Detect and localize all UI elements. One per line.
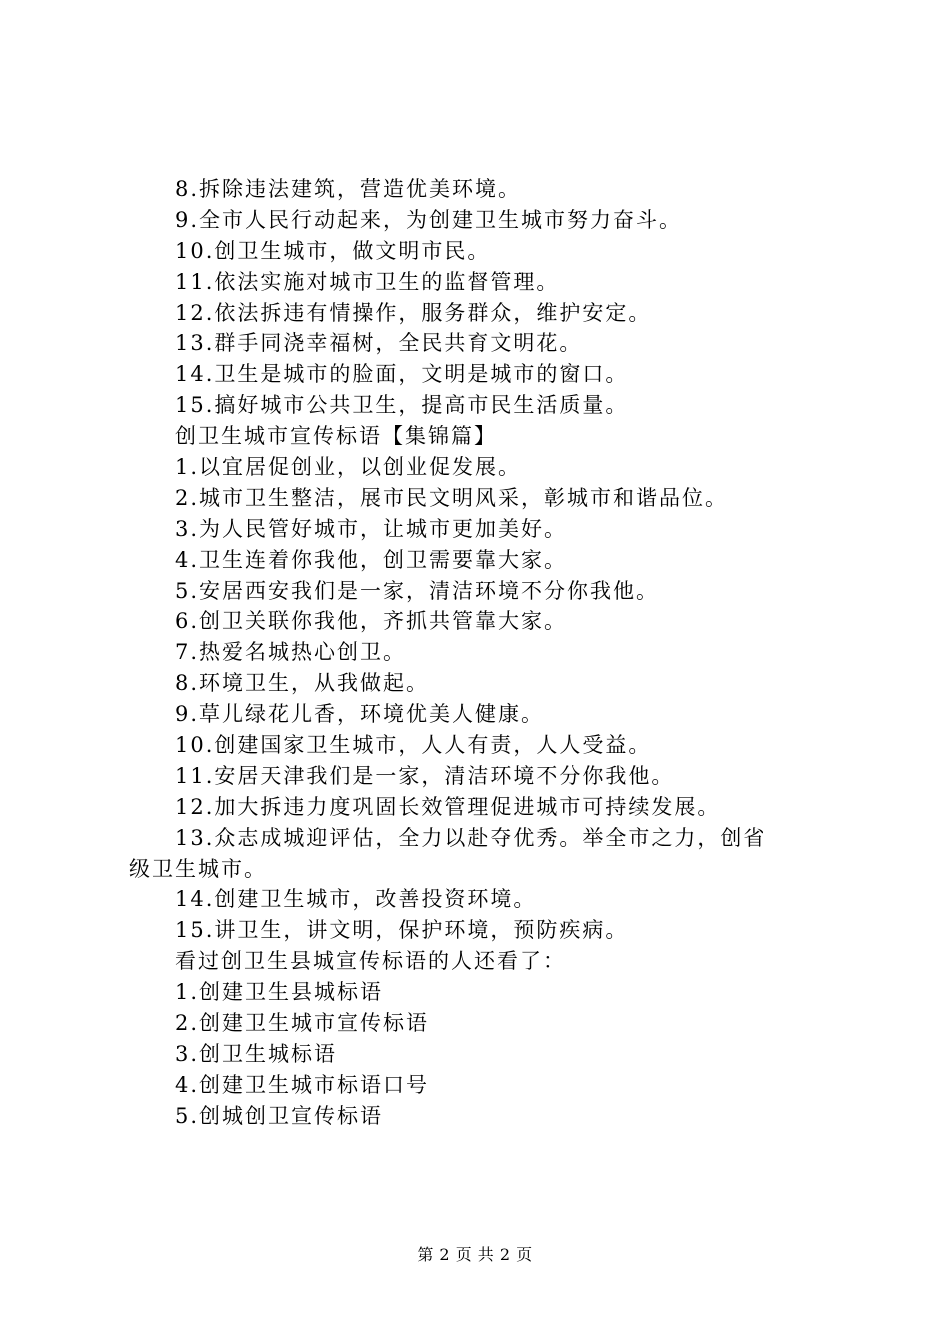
document-body (129, 174, 831, 1132)
text-line: 9.全市人民行动起来，为创建卫生城市努力奋斗。 (175, 207, 683, 232)
text-line: 2.城市卫生整洁，展市民文明风采，彰城市和谐品位。 (175, 485, 729, 510)
text-line: 10.创卫生城市，做文明市民。 (175, 238, 491, 263)
related-item: 3.创卫生城标语 (175, 1041, 338, 1066)
text-line: 3.为人民管好城市，让城市更加美好。 (175, 516, 568, 541)
text-line: 4.卫生连着你我他，创卫需要靠大家。 (175, 547, 568, 572)
text-line: 15.讲卫生，讲文明，保护环境，预防疾病。 (175, 918, 629, 943)
text-line: 12.加大拆违力度巩固长效管理促进城市可持续发展。 (175, 794, 721, 819)
text-line: 13.群手同浇幸福树，全民共育文明花。 (175, 331, 583, 356)
text-line: 8.拆除违法建筑，营造优美环境。 (175, 177, 522, 201)
text-line-continuation: 级卫生城市。 (129, 856, 267, 881)
related-item: 5.创城创卫宣传标语 (175, 1103, 384, 1128)
text-line: 12.依法拆违有情操作，服务群众，维护安定。 (175, 300, 652, 325)
text-line: 5.安居西安我们是一家，清洁环境不分你我他。 (175, 578, 660, 603)
text-line: 7.热爱名城热心创卫。 (175, 640, 407, 665)
text-line: 1.以宜居促创业，以创业促发展。 (175, 455, 522, 480)
text-line: 13.众志成城迎评估，全力以赴夺优秀。举全市之力，创省 (175, 825, 767, 850)
text-line: 6.创卫关联你我他，齐抓共管靠大家。 (175, 609, 568, 634)
related-item: 2.创建卫生城市宣传标语 (175, 1011, 430, 1036)
section-heading: 创卫生城市宣传标语【集锦篇】 (175, 424, 497, 449)
text-line: 11.依法实施对城市卫生的监督管理。 (175, 269, 560, 294)
related-item: 4.创建卫生城市标语口号 (175, 1072, 430, 1097)
text-line: 9.草儿绿花儿香，环境优美人健康。 (175, 702, 545, 727)
text-line: 14.创建卫生城市，改善投资环境。 (175, 887, 537, 912)
related-item: 1.创建卫生县城标语 (175, 980, 384, 1005)
text-line: 11.安居天津我们是一家，清洁环境不分你我他。 (175, 763, 675, 788)
text-line: 8.环境卫生，从我做起。 (175, 671, 430, 696)
related-heading: 看过创卫生县城宣传标语的人还看了： (175, 949, 566, 974)
page-footer: 第 2 页 共 2 页 (417, 1245, 533, 1264)
text-line: 15.搞好城市公共卫生，提高市民生活质量。 (175, 393, 629, 418)
text-line: 10.创建国家卫生城市，人人有责，人人受益。 (175, 733, 652, 758)
text-line: 14.卫生是城市的脸面，文明是城市的窗口。 (175, 362, 629, 387)
